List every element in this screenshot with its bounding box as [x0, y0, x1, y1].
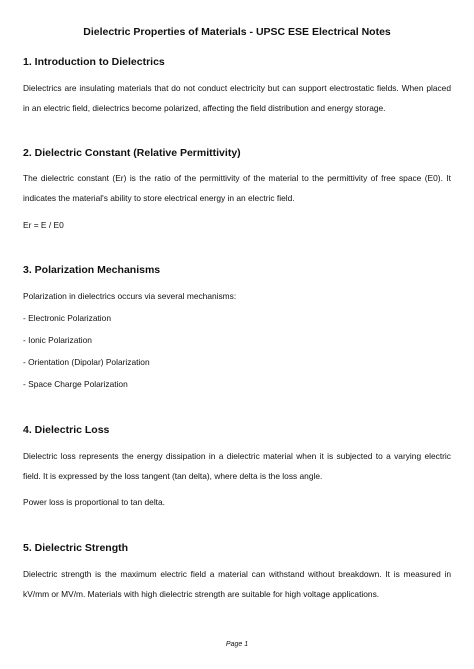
section-heading: 1. Introduction to Dielectrics [23, 56, 165, 68]
document-title: Dielectric Properties of Materials - UPSC ESE Electrical Notes [83, 26, 391, 38]
section-paragraph: Dielectrics are insulating materials that do not conduct electricity but can support electrostatic fields. When placed in an electric field, dielectrics become polarized, affecting the field distribution and energy storage. [23, 83, 451, 113]
formula: Er = E / E0 [23, 220, 64, 230]
section-paragraph: Dielectric loss represents the energy dissipation in a dielectric material when it is subjected to a varying electric field. It is expressed by the loss tangent (tan delta), where delta is the loss angle. [23, 451, 451, 481]
section-paragraph: Dielectric strength is the maximum electric field a material can withstand without breakdown. It is measured in kV/mm or MV/m. Materials with high dielectric strength are suitable for high voltage applications. [23, 569, 451, 599]
list-item: - Space Charge Polarization [23, 379, 128, 389]
section-heading: 4. Dielectric Loss [23, 424, 110, 436]
section-intro: Polarization in dielectrics occurs via several mechanisms: [23, 291, 237, 301]
section-note: Power loss is proportional to tan delta. [23, 497, 165, 507]
page-number: Page 1 [225, 641, 249, 648]
section-paragraph: The dielectric constant (Er) is the ratio of the permittivity of the material to the permittivity of free space (E0). It indicates the material's ability to store electrical energy in an electric field. [23, 173, 451, 203]
list-item: - Electronic Polarization [23, 313, 111, 323]
section-heading: 2. Dielectric Constant (Relative Permittivity) [23, 147, 241, 159]
list-item: - Orientation (Dipolar) Polarization [23, 357, 150, 367]
section-heading: 3. Polarization Mechanisms [23, 264, 161, 276]
list-item: - Ionic Polarization [23, 335, 92, 345]
section-heading: 5. Dielectric Strength [23, 542, 129, 554]
